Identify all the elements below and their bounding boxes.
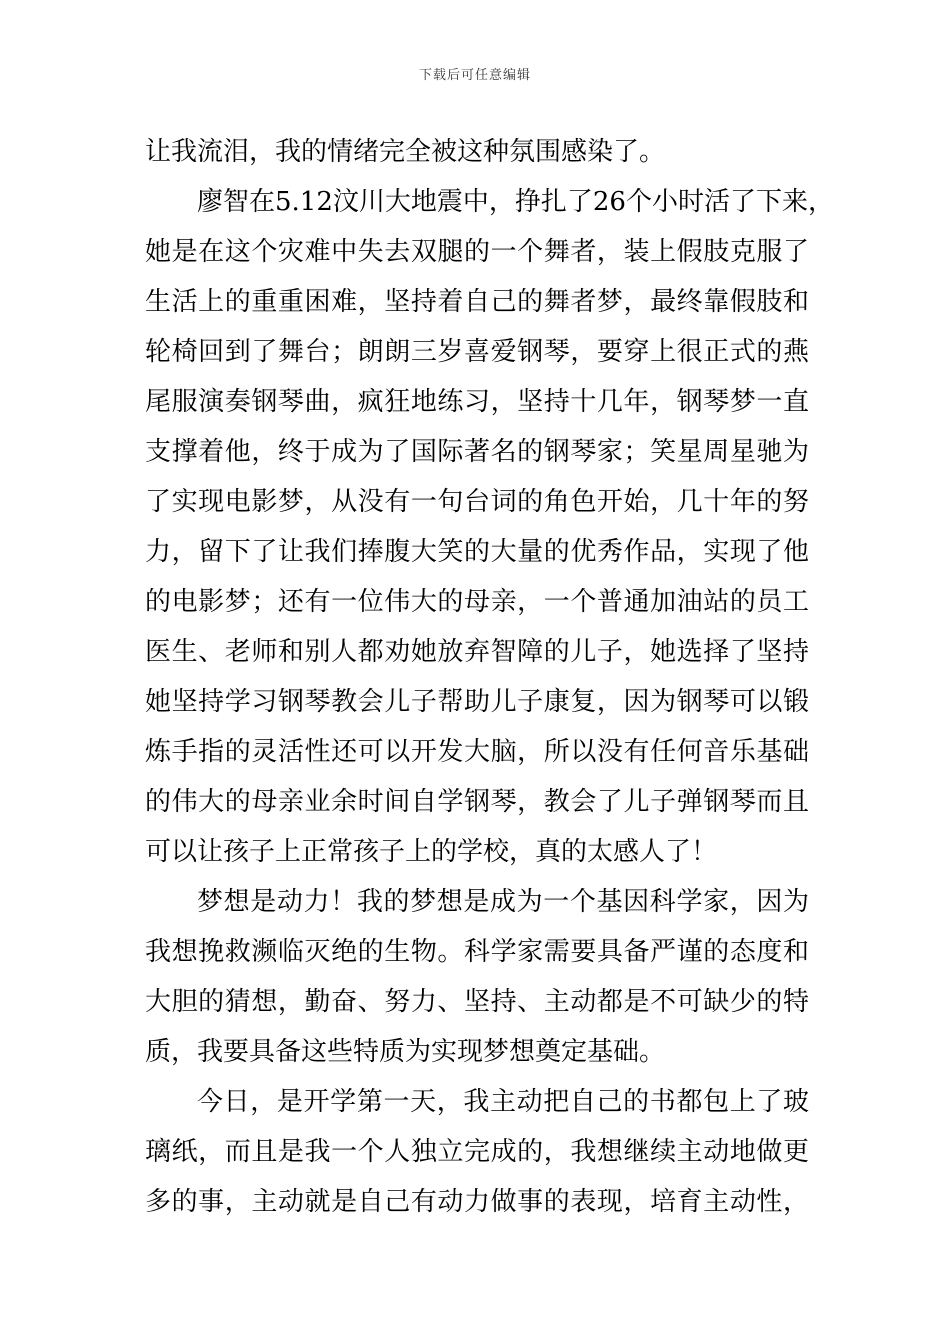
text-line: 璃纸，而且是我一个人独立完成的，我想继续主动地做更 xyxy=(145,1137,809,1167)
text-line: 可以让孩子上正常孩子上的学校，真的太感人了！ xyxy=(145,837,718,867)
page-header: 下载后可任意编辑 xyxy=(418,68,531,83)
text-line: 多的事，主动就是自己有动力做事的表现，培育主动性， xyxy=(145,1187,809,1217)
text-line: 她坚持学习钢琴教会儿子帮助儿子康复，因为钢琴可以锻 xyxy=(145,687,809,717)
text-line: 质，我要具备这些特质为实现梦想奠定基础。 xyxy=(145,1037,666,1067)
text-line: 支撑着他，终于成为了国际著名的钢琴家；笑星周星驰为 xyxy=(145,437,809,467)
text-line: 炼手指的灵活性还可以开发大脑，所以没有任何音乐基础 xyxy=(145,737,809,767)
text-line: 医生、老师和别人都劝她放弃智障的儿子，她选择了坚持 xyxy=(145,637,809,667)
text-line: 我想挽救濒临灭绝的生物。科学家需要具备严谨的态度和 xyxy=(145,937,809,967)
text-line: 今日，是开学第一天，我主动把自己的书都包上了玻 xyxy=(197,1087,809,1117)
text-line: 生活上的重重困难，坚持着自己的舞者梦，最终靠假肢和 xyxy=(145,287,809,317)
text-line: 梦想是动力！我的梦想是成为一个基因科学家，因为 xyxy=(197,887,809,917)
text-line: 让我流泪，我的情绪完全被这种氛围感染了。 xyxy=(145,137,666,167)
text-line: 的电影梦；还有一位伟大的母亲，一个普通加油站的员工 xyxy=(145,587,809,617)
text-line: 她是在这个灾难中失去双腿的一个舞者，装上假肢克服了 xyxy=(145,237,809,267)
text-line: 轮椅回到了舞台；朗朗三岁喜爱钢琴，要穿上很正式的燕 xyxy=(145,337,809,367)
text-line: 了实现电影梦，从没有一句台词的角色开始，几十年的努 xyxy=(145,487,809,517)
text-line: 力，留下了让我们捧腹大笑的大量的优秀作品，实现了他 xyxy=(145,537,809,567)
text-line: 廖智在5.12汶川大地震中，挣扎了26个小时活了下来， xyxy=(197,187,834,217)
document-body xyxy=(145,127,834,1227)
text-line: 尾服演奏钢琴曲，疯狂地练习，坚持十几年，钢琴梦一直 xyxy=(145,387,809,417)
text-line: 的伟大的母亲业余时间自学钢琴，教会了儿子弹钢琴而且 xyxy=(145,787,809,817)
text-line: 大胆的猜想，勤奋、努力、坚持、主动都是不可缺少的特 xyxy=(145,987,809,1017)
